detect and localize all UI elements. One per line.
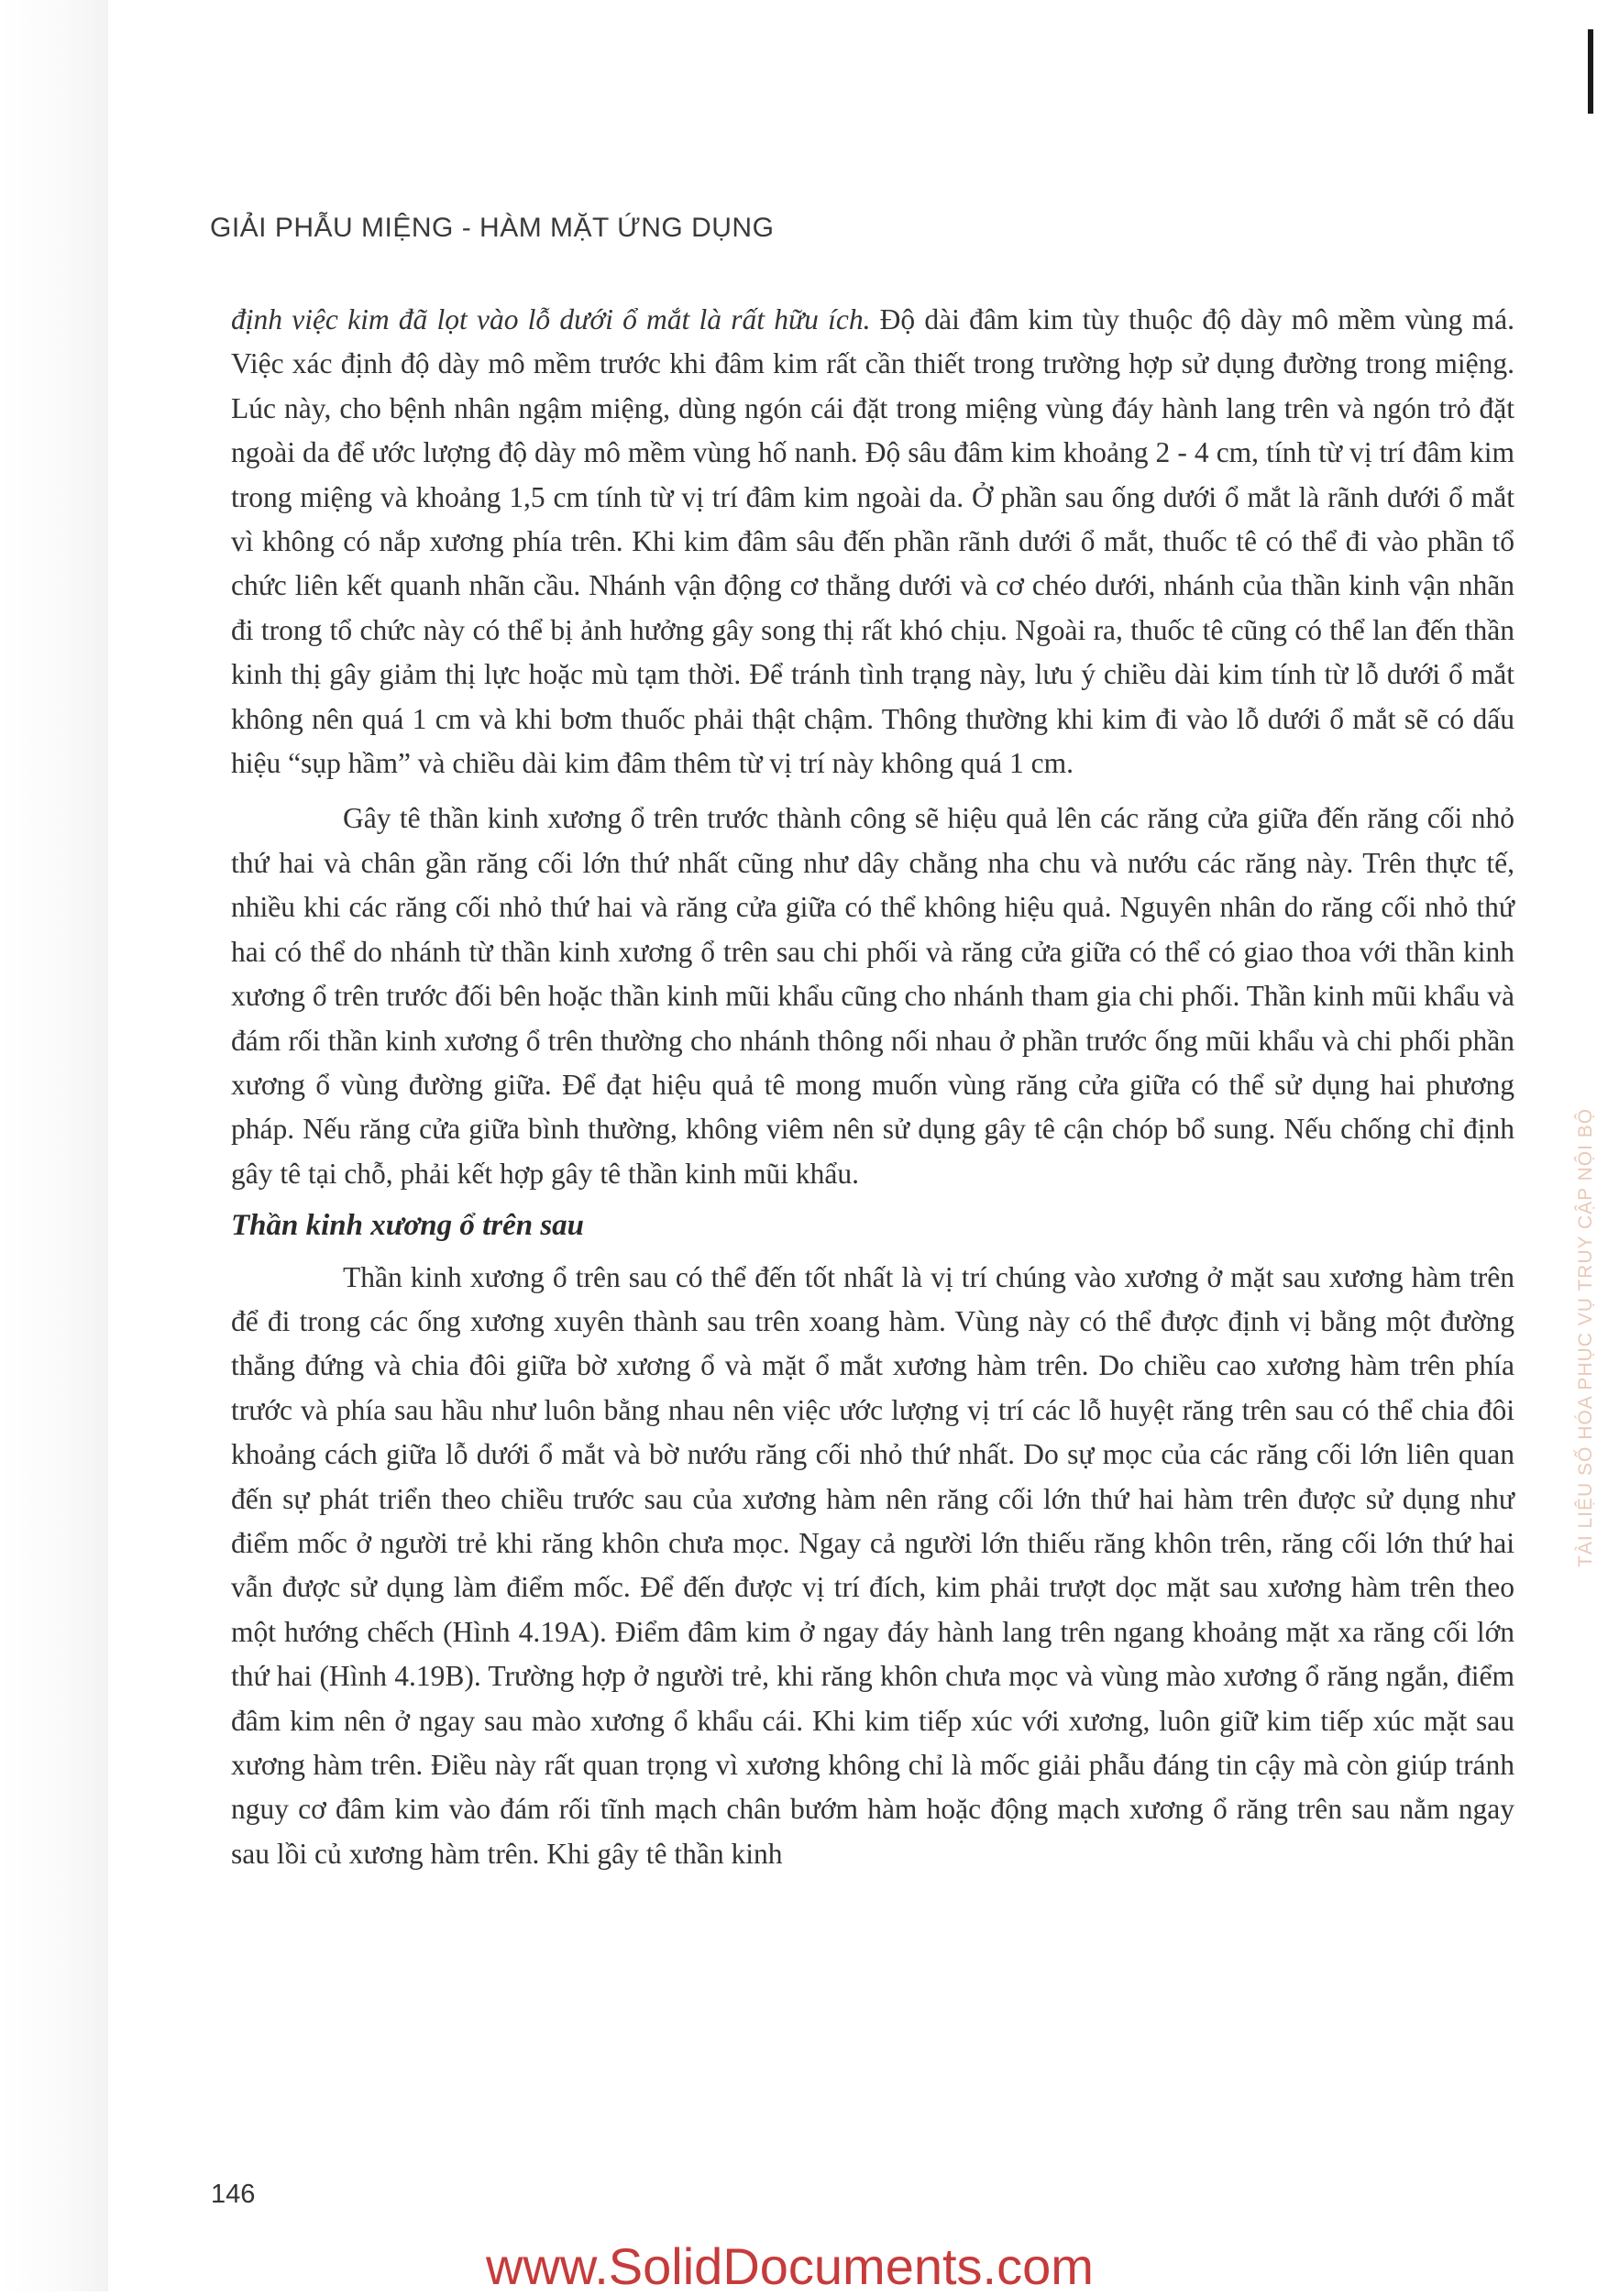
binding-edge xyxy=(1588,29,1593,114)
paragraph-1 xyxy=(231,298,1514,785)
section-heading: Thần kinh xương ổ trên sau xyxy=(231,1209,585,1243)
page-body xyxy=(231,298,1514,1876)
footer-url: www.SolidDocuments.com xyxy=(486,2237,1094,2295)
paragraph-2: Gây tê thần kinh xương ổ trên trước thành công sẽ hiệu quả lên các răng cửa giữa đến răng cối nhỏ thứ hai và chân gần răng cối lớn thứ nhất cũng như dây chằng nha chu và nướu các răng này. Trên thực tế, nhiều khi các răng cối nhỏ thứ hai và răng cửa giữa có thể không hiệu quả. Nguyên nhân do răng cối nhỏ thứ hai có thể do nhánh từ thần kinh xương ổ trên sau chi phối và răng cửa giữa có thể có giao thoa với thần kinh xương ổ trên trước đối bên hoặc thần kinh mũi khẩu cũng cho nhánh tham gia chi phối. Thần kinh mũi khẩu và đám rối thần kinh xương ổ trên thường cho nhánh thông nối nhau ở phần trước ống mũi khẩu và chi phối phần xương ổ vùng đường giữa. Để đạt hiệu quả tê mong muốn vùng răng cửa giữa có thể sử dụng hai phương pháp. Nếu răng cửa giữa bình thường, không viêm nên sử dụng gây tê cận chóp bổ sung. Nếu chống chỉ định gây tê tại chỗ, phải kết hợp gây tê thần kinh mũi khẩu. xyxy=(231,802,1514,1190)
paragraph-3: Thần kinh xương ổ trên sau có thể đến tốt nhất là vị trí chúng vào xương ở mặt sau xương hàm trên để đi trong các ống xương xuyên thành sau trên xoang hàm. Vùng này có thể được định vị bằng một đường thẳng đứng và chia đôi giữa bờ xương ổ và mặt ổ mắt xương hàm trên. Do chiều cao xương hàm trên phía trước và phía sau hầu như luôn bằng nhau nên việc ước lượng vị trí các lỗ huyệt răng trên sau có thể chia đôi khoảng cách giữa lỗ dưới ổ mắt và bờ nướu răng cối nhỏ thứ nhất. Do sự mọc của các răng cối lớn liên quan đến sự phát triển theo chiều trước sau của xương hàm nên răng cối lớn thứ hai hàm trên được sử dụng như điểm mốc ở người trẻ khi răng khôn chưa mọc. Ngay cả người lớn thiếu răng khôn trên, răng cối lớn thứ hai vẫn được sử dụng làm điểm mốc. Để đến được vị trí đích, kim phải trượt dọc mặt sau xương hàm trên theo một hướng chếch (Hình 4.19A). Điểm đâm kim ở ngay đáy hành lang trên ngang khoảng mặt xa răng cối lớn thứ hai (Hình 4.19B). Trường hợp ở người trẻ, khi răng khôn chưa mọc và vùng mào xương ổ răng ngắn, điểm đâm kim nên ở ngay sau mào xương ổ khẩu cái. Khi kim tiếp xúc với xương, luôn giữ kim tiếp xúc mặt sau xương hàm trên. Điều này rất quan trọng vì xương không chỉ là mốc giải phẫu đáng tin cậy mà còn giúp tránh nguy cơ đâm kim vào đám rối tĩnh mạch chân bướm hàm hoặc động mạch xương ổ răng trên sau nằm ngay sau lồi củ xương hàm trên. Khi gây tê thần kinh xyxy=(231,1260,1514,1870)
paragraph-1-text: Độ dài đâm kim tùy thuộc độ dày mô mềm vùng má. Việc xác định độ dày mô mềm trước khi đâm kim rất cần thiết trong trường hợp sử dụng đường trong miệng. Lúc này, cho bệnh nhân ngậm miệng, dùng ngón cái đặt trong miệng vùng đáy hành lang trên và ngón trỏ đặt ngoài da để ước lượng độ dày mô mềm vùng hố nanh. Độ sâu đâm kim khoảng 2 - 4 cm, tính từ vị trí đâm kim trong miệng và khoảng 1,5 cm tính từ vị trí đâm kim ngoài da. Ở phần sau ống dưới ổ mắt là rãnh dưới ổ mắt vì không có nắp xương phía trên. Khi kim đâm sâu đến phần rãnh dưới ổ mắt, thuốc tê có thể đi vào phần tổ chức liên kết quanh nhãn cầu. Nhánh vận động cơ thẳng dưới và cơ chéo dưới, nhánh của thần kinh vận nhãn đi trong tổ chức này có thể bị ảnh hưởng gây song thị rất khó chịu. Ngoài ra, thuốc tê cũng có thể lan đến thần kinh thị gây giảm thị lực hoặc mù tạm thời. Để tránh tình trạng này, lưu ý chiều dài kim tính từ lỗ dưới ổ mắt không nên quá 1 cm và khi bơm thuốc phải thật chậm. Thông thường khi kim đi vào lỗ dưới ổ mắt sẽ có dấu hiệu “sụp hầm” và chiều dài kim đâm thêm từ vị trí này không quá 1 cm. xyxy=(231,303,1515,780)
page-number: 146 xyxy=(211,2180,256,2209)
scan-shadow xyxy=(0,0,108,2291)
side-watermark: TÀI LIỆU SỐ HÓA PHỤC VỤ TRUY CẬP NỘI BỘ xyxy=(1575,1107,1596,1567)
paragraph-1-italic: định việc kim đã lọt vào lỗ dưới ổ mắt là rất hữu ích. xyxy=(231,303,871,335)
running-header: GIẢI PHẪU MIỆNG - HÀM MẶT ỨNG DỤNG xyxy=(210,213,775,243)
